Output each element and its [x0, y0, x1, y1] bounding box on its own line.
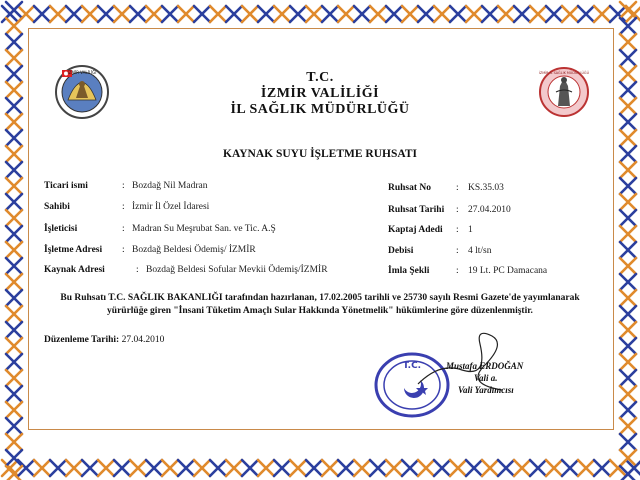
label-debisi: Debisi	[388, 246, 414, 256]
colon: :	[456, 246, 459, 256]
colon: :	[122, 224, 125, 234]
header-izmir-valiligi: İZMİR VALİLİĞİ	[260, 86, 380, 101]
colon: :	[122, 202, 125, 212]
colon: :	[136, 265, 139, 275]
value-ruhsat-tarihi: 27.04.2010	[468, 205, 511, 215]
label-imla-sekli: İmla Şekli	[388, 266, 430, 276]
colon: :	[122, 181, 125, 191]
value-ruhsat-no: KS.35.03	[468, 183, 504, 193]
label-sahibi: Sahibi	[44, 202, 70, 212]
colon: :	[122, 245, 125, 255]
svg-text:İZMİR VALİLİĞİ: İZMİR VALİLİĞİ	[67, 70, 97, 75]
colon: :	[456, 183, 459, 193]
colon: :	[456, 225, 459, 235]
signatory-title-1: Vali a.	[474, 373, 498, 383]
value-isleticisi: Madran Su Meşrubat San. ve Tic. A.Ş	[132, 224, 276, 234]
colon: :	[456, 266, 459, 276]
header-il-saglik: İL SAĞLIK MÜDÜRLÜĞÜ	[230, 102, 410, 117]
label-ticari-ismi: Ticari ismi	[44, 181, 88, 191]
value-isletme-adresi: Bozdağ Beldesi Ödemiş/ İZMİR	[132, 245, 256, 255]
label-kaptaj-adedi: Kaptaj Adedi	[388, 225, 443, 235]
issue-date	[44, 335, 164, 345]
label-isleticisi: İşleticisi	[44, 224, 78, 234]
signatory-title-2: Vali Yardımcısı	[458, 385, 514, 395]
svg-text:İZMİR İL SAĞLIK MÜDÜRLÜĞÜ: İZMİR İL SAĞLIK MÜDÜRLÜĞÜ	[538, 71, 590, 75]
statement-line-2: yürürlüğe giren "İnsani Tüketim Amaçlı Sular Hakkında Yönetmelik" hükümlerine göre düzenlenmiştir.	[107, 306, 533, 316]
colon: :	[456, 205, 459, 215]
label-ruhsat-no: Ruhsat No	[388, 183, 432, 193]
signatory-name: Mustafa ERDOĞAN	[446, 361, 524, 371]
document-title: KAYNAK SUYU İŞLETME RUHSATI	[223, 148, 417, 160]
regulation-statement	[40, 292, 600, 318]
label-ruhsat-tarihi: Ruhsat Tarihi	[388, 205, 445, 215]
issue-date-value: 27.04.2010	[121, 335, 165, 345]
value-imla-sekli: 19 Lt. PC Damacana	[468, 266, 548, 276]
value-debisi: 4 lt/sn	[468, 246, 492, 256]
value-sahibi: İzmir İl Özel İdaresi	[132, 202, 210, 212]
value-kaynak-adresi: Bozdağ Beldesi Sofular Mevkii Ödemiş/İZMİR	[146, 265, 328, 275]
value-kaptaj-adedi: 1	[468, 225, 473, 235]
statement-line-1: Bu Ruhsatı T.C. SAĞLIK BAKANLIĞI tarafından hazırlanan, 17.02.2005 tarihli ve 25730 sayılı Resmi Gazete'de yayımlanarak	[60, 293, 580, 303]
header-tc: T.C.	[306, 70, 334, 85]
label-kaynak-adresi: Kaynak Adresi	[44, 265, 105, 275]
label-isletme-adresi: İşletme Adresi	[44, 245, 103, 255]
value-ticari-ismi: Bozdağ Nil Madran	[132, 181, 208, 191]
svg-text:T.C.: T.C.	[402, 361, 422, 371]
issue-date-label: Düzenleme Tarihi:	[44, 335, 120, 345]
